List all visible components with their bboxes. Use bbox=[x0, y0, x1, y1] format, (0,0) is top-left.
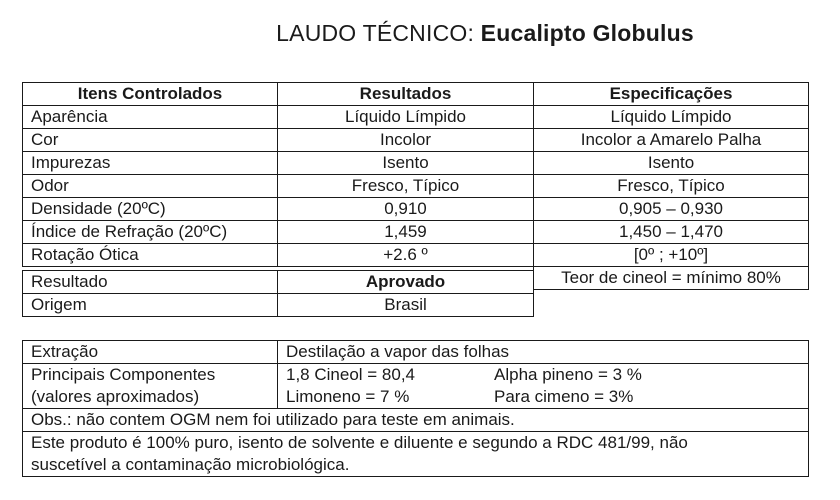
header-specs: Especificações bbox=[534, 83, 809, 106]
table-row bbox=[23, 198, 809, 221]
table-row bbox=[23, 364, 809, 409]
title-product: Eucalipto Globulus bbox=[480, 20, 694, 46]
table-row bbox=[23, 175, 809, 198]
table-header-row bbox=[23, 83, 809, 106]
resultado-value: Aprovado bbox=[278, 271, 534, 294]
header-items: Itens Controlados bbox=[23, 83, 278, 106]
spec-cell: Incolor a Amarelo Palha bbox=[534, 129, 809, 152]
table-row bbox=[23, 432, 809, 477]
purity-note bbox=[23, 432, 809, 477]
result-cell: 0,910 bbox=[278, 198, 534, 221]
extracao-value: Destilação a vapor das folhas bbox=[278, 341, 809, 364]
table-row bbox=[23, 341, 809, 364]
cineol-spec-cell: Teor de cineol = mínimo 80% bbox=[534, 267, 809, 290]
result-cell: 1,459 bbox=[278, 221, 534, 244]
summary-table bbox=[22, 270, 534, 317]
result-cell: +2.6 º bbox=[278, 244, 534, 267]
result-cell: Líquido Límpido bbox=[278, 106, 534, 129]
table-row bbox=[23, 152, 809, 175]
components-values bbox=[278, 364, 809, 409]
resultado-label: Resultado bbox=[23, 271, 278, 294]
component-para-cimeno: Para cimeno = 3% bbox=[494, 387, 634, 406]
table-row bbox=[23, 271, 534, 294]
item-cell: Cor bbox=[23, 129, 278, 152]
purity-note-line1: Este produto é 100% puro, isento de solvente e diluente e segundo a RDC 481/99, não bbox=[31, 433, 688, 452]
item-cell: Impurezas bbox=[23, 152, 278, 175]
title-prefix: LAUDO TÉCNICO: bbox=[276, 20, 475, 46]
components-label-line1: Principais Componentes bbox=[31, 365, 216, 384]
item-cell: Índice de Refração (20ºC) bbox=[23, 221, 278, 244]
table-row bbox=[23, 244, 809, 267]
spec-cell: 1,450 – 1,470 bbox=[534, 221, 809, 244]
component-cineol: 1,8 Cineol = 80,4 bbox=[286, 365, 416, 384]
obs-note: Obs.: não contem OGM nem foi utilizado para teste em animais. bbox=[23, 409, 809, 432]
origem-value: Brasil bbox=[278, 294, 534, 317]
item-cell: Densidade (20ºC) bbox=[23, 198, 278, 221]
component-limoneno: Limoneno = 7 % bbox=[286, 387, 410, 406]
table-row bbox=[23, 221, 809, 244]
extracao-label: Extração bbox=[23, 341, 278, 364]
item-cell: Odor bbox=[23, 175, 278, 198]
spec-cell: Líquido Límpido bbox=[534, 106, 809, 129]
result-cell: Fresco, Típico bbox=[278, 175, 534, 198]
component-alpha-pineno: Alpha pineno = 3 % bbox=[494, 365, 642, 384]
table-row bbox=[23, 129, 809, 152]
result-cell: Incolor bbox=[278, 129, 534, 152]
table-row bbox=[23, 106, 809, 129]
components-label bbox=[23, 364, 278, 409]
spec-cell: 0,905 – 0,930 bbox=[534, 198, 809, 221]
item-cell: Rotação Ótica bbox=[23, 244, 278, 267]
item-cell: Aparência bbox=[23, 106, 278, 129]
header-results: Resultados bbox=[278, 83, 534, 106]
spec-cell: Fresco, Típico bbox=[534, 175, 809, 198]
purity-note-line2: suscetível a contaminação microbiológica. bbox=[31, 455, 350, 474]
details-table bbox=[22, 340, 809, 477]
components-label-line2: (valores aproximados) bbox=[31, 387, 200, 406]
document-title bbox=[0, 20, 840, 47]
origem-label: Origem bbox=[23, 294, 278, 317]
spec-table bbox=[22, 82, 809, 290]
table-row bbox=[23, 294, 534, 317]
spec-cell: [0º ; +10º] bbox=[534, 244, 809, 267]
result-cell: Isento bbox=[278, 152, 534, 175]
spec-cell: Isento bbox=[534, 152, 809, 175]
table-row bbox=[23, 409, 809, 432]
